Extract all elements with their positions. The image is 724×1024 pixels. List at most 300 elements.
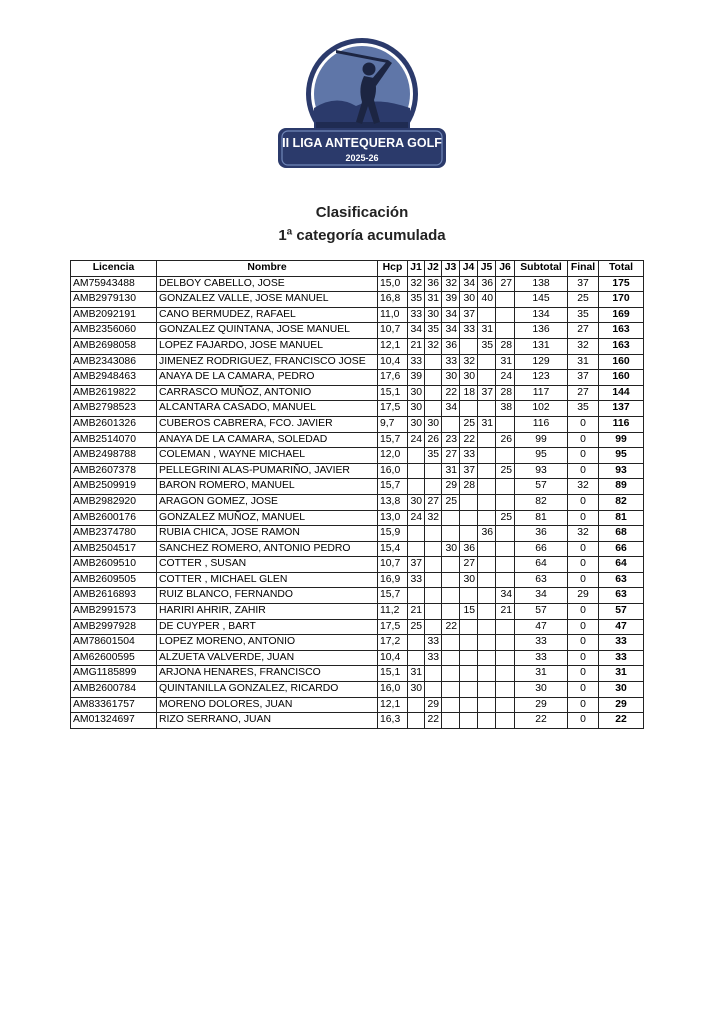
header-j5: J5 [478,261,496,277]
header-nombre: Nombre [157,261,378,277]
j6-cell: 26 [496,432,515,448]
j3-cell: 33 [442,354,460,370]
final-cell: 0 [568,432,599,448]
j3-cell: 25 [442,494,460,510]
licencia-cell: AMB2619822 [71,385,157,401]
league-logo [276,36,448,172]
subtotal-cell: 129 [515,354,568,370]
total-cell: 64 [599,557,644,573]
nombre-cell: RUIZ BLANCO, FERNANDO [157,588,378,604]
j5-cell [478,541,496,557]
licencia-cell: AMB2600176 [71,510,157,526]
j2-cell [425,354,442,370]
table-body [71,276,644,728]
j4-cell: 28 [460,479,478,495]
hcp-cell: 12,0 [378,448,408,464]
nombre-cell: BARON ROMERO, MANUEL [157,479,378,495]
j6-cell [496,697,515,713]
hcp-cell: 15,0 [378,276,408,292]
j4-cell: 25 [460,416,478,432]
j4-cell: 30 [460,370,478,386]
total-cell: 99 [599,432,644,448]
header-j1: J1 [408,261,425,277]
total-cell: 30 [599,682,644,698]
j6-cell [496,323,515,339]
j2-cell: 32 [425,338,442,354]
j3-cell [442,572,460,588]
licencia-cell: AMB2514070 [71,432,157,448]
licencia-cell: AMG1185899 [71,666,157,682]
header-total: Total [599,261,644,277]
j2-cell [425,572,442,588]
hcp-cell: 9,7 [378,416,408,432]
hcp-cell: 15,7 [378,432,408,448]
total-cell: 137 [599,401,644,417]
j3-cell: 27 [442,448,460,464]
j6-cell [496,666,515,682]
nombre-cell: ALZUETA VALVERDE, JUAN [157,650,378,666]
table-row [71,666,644,682]
final-cell: 29 [568,588,599,604]
final-cell: 35 [568,307,599,323]
j6-cell [496,619,515,635]
final-cell: 32 [568,479,599,495]
j3-cell [442,697,460,713]
j2-cell [425,463,442,479]
j1-cell: 30 [408,682,425,698]
final-cell: 37 [568,276,599,292]
header-hcp: Hcp [378,261,408,277]
j3-cell: 22 [442,385,460,401]
j5-cell [478,557,496,573]
j6-cell [496,292,515,308]
final-cell: 0 [568,619,599,635]
j6-cell: 38 [496,401,515,417]
nombre-cell: CANO BERMUDEZ, RAFAEL [157,307,378,323]
table-row [71,416,644,432]
table-row [71,713,644,729]
licencia-cell: AMB2601326 [71,416,157,432]
j3-cell [442,604,460,620]
total-cell: 63 [599,572,644,588]
table-row [71,588,644,604]
licencia-cell: AM01324697 [71,713,157,729]
nombre-cell: HARIRI AHRIR, ZAHIR [157,604,378,620]
logo-line2: 2025-26 [345,153,379,163]
total-cell: 68 [599,526,644,542]
nombre-cell: ARJONA HENARES, FRANCISCO [157,666,378,682]
hcp-cell: 13,8 [378,494,408,510]
j3-cell [442,682,460,698]
j4-cell [460,635,478,651]
j2-cell [425,619,442,635]
j6-cell: 28 [496,385,515,401]
j2-cell: 30 [425,416,442,432]
nombre-cell: SANCHEZ ROMERO, ANTONIO PEDRO [157,541,378,557]
nombre-cell: LOPEZ MORENO, ANTONIO [157,635,378,651]
subtotal-cell: 66 [515,541,568,557]
nombre-cell: GONZALEZ MUÑOZ, MANUEL [157,510,378,526]
nombre-cell: GONZALEZ QUINTANA, JOSE MANUEL [157,323,378,339]
header-j4: J4 [460,261,478,277]
j3-cell: 34 [442,401,460,417]
final-cell: 0 [568,666,599,682]
table-row [71,494,644,510]
j1-cell [408,635,425,651]
nombre-cell: DE CUYPER , BART [157,619,378,635]
j6-cell: 24 [496,370,515,386]
j1-cell: 30 [408,401,425,417]
j2-cell [425,604,442,620]
j4-cell [460,401,478,417]
j4-cell: 32 [460,354,478,370]
j4-cell [460,588,478,604]
j1-cell: 24 [408,432,425,448]
subtotal-cell: 29 [515,697,568,713]
j5-cell: 35 [478,338,496,354]
licencia-cell: AM75943488 [71,276,157,292]
final-cell: 0 [568,510,599,526]
total-cell: 160 [599,354,644,370]
j6-cell [496,713,515,729]
j1-cell: 21 [408,604,425,620]
hcp-cell: 15,7 [378,588,408,604]
subtotal-cell: 34 [515,588,568,604]
licencia-cell: AMB2356060 [71,323,157,339]
subtotal-cell: 47 [515,619,568,635]
table-row [71,697,644,713]
final-cell: 31 [568,354,599,370]
nombre-cell: RIZO SERRANO, JUAN [157,713,378,729]
j6-cell: 21 [496,604,515,620]
j1-cell: 32 [408,276,425,292]
j1-cell: 30 [408,385,425,401]
j4-cell [460,494,478,510]
j1-cell: 21 [408,338,425,354]
total-cell: 144 [599,385,644,401]
j1-cell [408,448,425,464]
j3-cell: 30 [442,541,460,557]
j5-cell [478,494,496,510]
j4-cell: 37 [460,307,478,323]
j3-cell: 30 [442,370,460,386]
j6-cell [496,448,515,464]
licencia-cell: AMB2607378 [71,463,157,479]
j3-cell [442,416,460,432]
j1-cell: 33 [408,572,425,588]
j5-cell [478,401,496,417]
final-cell: 25 [568,292,599,308]
j1-cell [408,650,425,666]
hcp-cell: 16,0 [378,463,408,479]
j6-cell [496,557,515,573]
subtotal-cell: 134 [515,307,568,323]
hcp-cell: 15,4 [378,541,408,557]
j1-cell [408,697,425,713]
nombre-cell: PELLEGRINI ALAS-PUMARIÑO, JAVIER [157,463,378,479]
j4-cell [460,650,478,666]
j4-cell: 30 [460,292,478,308]
table-row [71,510,644,526]
hcp-cell: 17,5 [378,619,408,635]
j3-cell [442,713,460,729]
j6-cell [496,526,515,542]
j3-cell [442,635,460,651]
subtotal-cell: 31 [515,666,568,682]
j1-cell [408,588,425,604]
j5-cell [478,604,496,620]
j6-cell [496,416,515,432]
total-cell: 89 [599,479,644,495]
final-cell: 0 [568,448,599,464]
j6-cell: 34 [496,588,515,604]
total-cell: 63 [599,588,644,604]
j6-cell: 27 [496,276,515,292]
j6-cell: 28 [496,338,515,354]
j4-cell [460,682,478,698]
j6-cell: 25 [496,510,515,526]
j3-cell [442,588,460,604]
j5-cell [478,463,496,479]
total-cell: 47 [599,619,644,635]
table-row [71,619,644,635]
licencia-cell: AMB2982920 [71,494,157,510]
final-cell: 35 [568,401,599,417]
hcp-cell: 15,1 [378,385,408,401]
j6-cell: 25 [496,463,515,479]
final-cell: 0 [568,682,599,698]
nombre-cell: ANAYA DE LA CAMARA, SOLEDAD [157,432,378,448]
table-row [71,541,644,557]
hcp-cell: 13,0 [378,510,408,526]
j2-cell [425,666,442,682]
nombre-cell: COTTER , MICHAEL GLEN [157,572,378,588]
j2-cell: 26 [425,432,442,448]
nombre-cell: COTTER , SUSAN [157,557,378,573]
hcp-cell: 10,4 [378,650,408,666]
ranking-table [70,260,644,729]
table-row [71,682,644,698]
j1-cell: 37 [408,557,425,573]
total-cell: 33 [599,650,644,666]
subtotal-cell: 33 [515,635,568,651]
j1-cell [408,713,425,729]
subtotal-cell: 81 [515,510,568,526]
total-cell: 81 [599,510,644,526]
table-row [71,338,644,354]
subtotal-cell: 117 [515,385,568,401]
subtotal-cell: 95 [515,448,568,464]
j3-cell [442,510,460,526]
j4-cell: 30 [460,572,478,588]
j2-cell: 32 [425,510,442,526]
j4-cell [460,697,478,713]
j1-cell: 33 [408,354,425,370]
final-cell: 0 [568,604,599,620]
total-cell: 82 [599,494,644,510]
j2-cell: 31 [425,292,442,308]
table-row [71,557,644,573]
subtotal-cell: 82 [515,494,568,510]
j4-cell: 15 [460,604,478,620]
logo-line1: II LIGA ANTEQUERA GOLF [282,136,442,150]
header-j2: J2 [425,261,442,277]
j5-cell [478,682,496,698]
j5-cell [478,588,496,604]
subtotal-cell: 116 [515,416,568,432]
subtotal-cell: 57 [515,604,568,620]
hcp-cell: 10,4 [378,354,408,370]
licencia-cell: AMB2948463 [71,370,157,386]
table-row [71,432,644,448]
j3-cell: 32 [442,276,460,292]
j4-cell [460,510,478,526]
j2-cell: 35 [425,323,442,339]
subtotal-cell: 145 [515,292,568,308]
table-row [71,292,644,308]
j6-cell: 31 [496,354,515,370]
final-cell: 0 [568,541,599,557]
table-row [71,401,644,417]
hcp-cell: 11,2 [378,604,408,620]
j4-cell: 33 [460,448,478,464]
j6-cell [496,307,515,323]
j4-cell [460,526,478,542]
j3-cell: 34 [442,323,460,339]
j3-cell: 34 [442,307,460,323]
j5-cell [478,432,496,448]
j2-cell [425,557,442,573]
hcp-cell: 12,1 [378,697,408,713]
total-cell: 116 [599,416,644,432]
j2-cell [425,541,442,557]
j6-cell [496,650,515,666]
licencia-cell: AMB2374780 [71,526,157,542]
j4-cell: 36 [460,541,478,557]
j4-cell: 18 [460,385,478,401]
header-subtotal: Subtotal [515,261,568,277]
hcp-cell: 16,0 [378,682,408,698]
licencia-cell: AMB2509919 [71,479,157,495]
j5-cell [478,666,496,682]
table-row [71,635,644,651]
total-cell: 175 [599,276,644,292]
j5-cell [478,650,496,666]
hcp-cell: 16,9 [378,572,408,588]
j5-cell [478,479,496,495]
j2-cell [425,588,442,604]
j6-cell [496,572,515,588]
table-row [71,463,644,479]
j1-cell: 39 [408,370,425,386]
subtotal-cell: 131 [515,338,568,354]
j4-cell: 27 [460,557,478,573]
licencia-cell: AMB2609510 [71,557,157,573]
j2-cell: 29 [425,697,442,713]
licencia-cell: AM83361757 [71,697,157,713]
total-cell: 33 [599,635,644,651]
total-cell: 170 [599,292,644,308]
final-cell: 32 [568,526,599,542]
table-row [71,479,644,495]
licencia-cell: AMB2504517 [71,541,157,557]
j3-cell: 31 [442,463,460,479]
j5-cell [478,619,496,635]
hcp-cell: 15,1 [378,666,408,682]
total-cell: 29 [599,697,644,713]
j3-cell [442,526,460,542]
j5-cell: 36 [478,526,496,542]
j4-cell: 34 [460,276,478,292]
final-cell: 0 [568,635,599,651]
j1-cell: 24 [408,510,425,526]
hcp-cell: 10,7 [378,557,408,573]
j4-cell [460,619,478,635]
total-cell: 163 [599,323,644,339]
licencia-cell: AMB2609505 [71,572,157,588]
j1-cell: 35 [408,292,425,308]
nombre-cell: CARRASCO MUÑOZ, ANTONIO [157,385,378,401]
j3-cell: 29 [442,479,460,495]
j4-cell [460,338,478,354]
j3-cell: 36 [442,338,460,354]
licencia-cell: AMB2798523 [71,401,157,417]
j2-cell [425,682,442,698]
total-cell: 22 [599,713,644,729]
j3-cell [442,557,460,573]
nombre-cell: GONZALEZ VALLE, JOSE MANUEL [157,292,378,308]
subtotal-cell: 57 [515,479,568,495]
licencia-cell: AMB2997928 [71,619,157,635]
licencia-cell: AMB2343086 [71,354,157,370]
final-cell: 0 [568,463,599,479]
subtotal-cell: 138 [515,276,568,292]
j2-cell: 22 [425,713,442,729]
final-cell: 32 [568,338,599,354]
j4-cell: 37 [460,463,478,479]
nombre-cell: JIMENEZ RODRIGUEZ, FRANCISCO JOSE [157,354,378,370]
j5-cell: 36 [478,276,496,292]
j3-cell [442,650,460,666]
j5-cell [478,635,496,651]
final-cell: 0 [568,650,599,666]
total-cell: 169 [599,307,644,323]
j2-cell [425,401,442,417]
j6-cell [496,682,515,698]
hcp-cell: 15,9 [378,526,408,542]
j5-cell [478,448,496,464]
header-final: Final [568,261,599,277]
table-row [71,354,644,370]
j1-cell: 31 [408,666,425,682]
hcp-cell: 12,1 [378,338,408,354]
j1-cell [408,463,425,479]
table-row [71,604,644,620]
j1-cell [408,526,425,542]
j4-cell [460,666,478,682]
table-header-row [71,261,644,277]
nombre-cell: RUBIA CHICA, JOSE RAMON [157,526,378,542]
final-cell: 37 [568,370,599,386]
j6-cell [496,541,515,557]
j5-cell [478,307,496,323]
table-row [71,276,644,292]
licencia-cell: AMB2991573 [71,604,157,620]
j5-cell [478,697,496,713]
j1-cell: 30 [408,416,425,432]
nombre-cell: ANAYA DE LA CAMARA, PEDRO [157,370,378,386]
table-row [71,307,644,323]
